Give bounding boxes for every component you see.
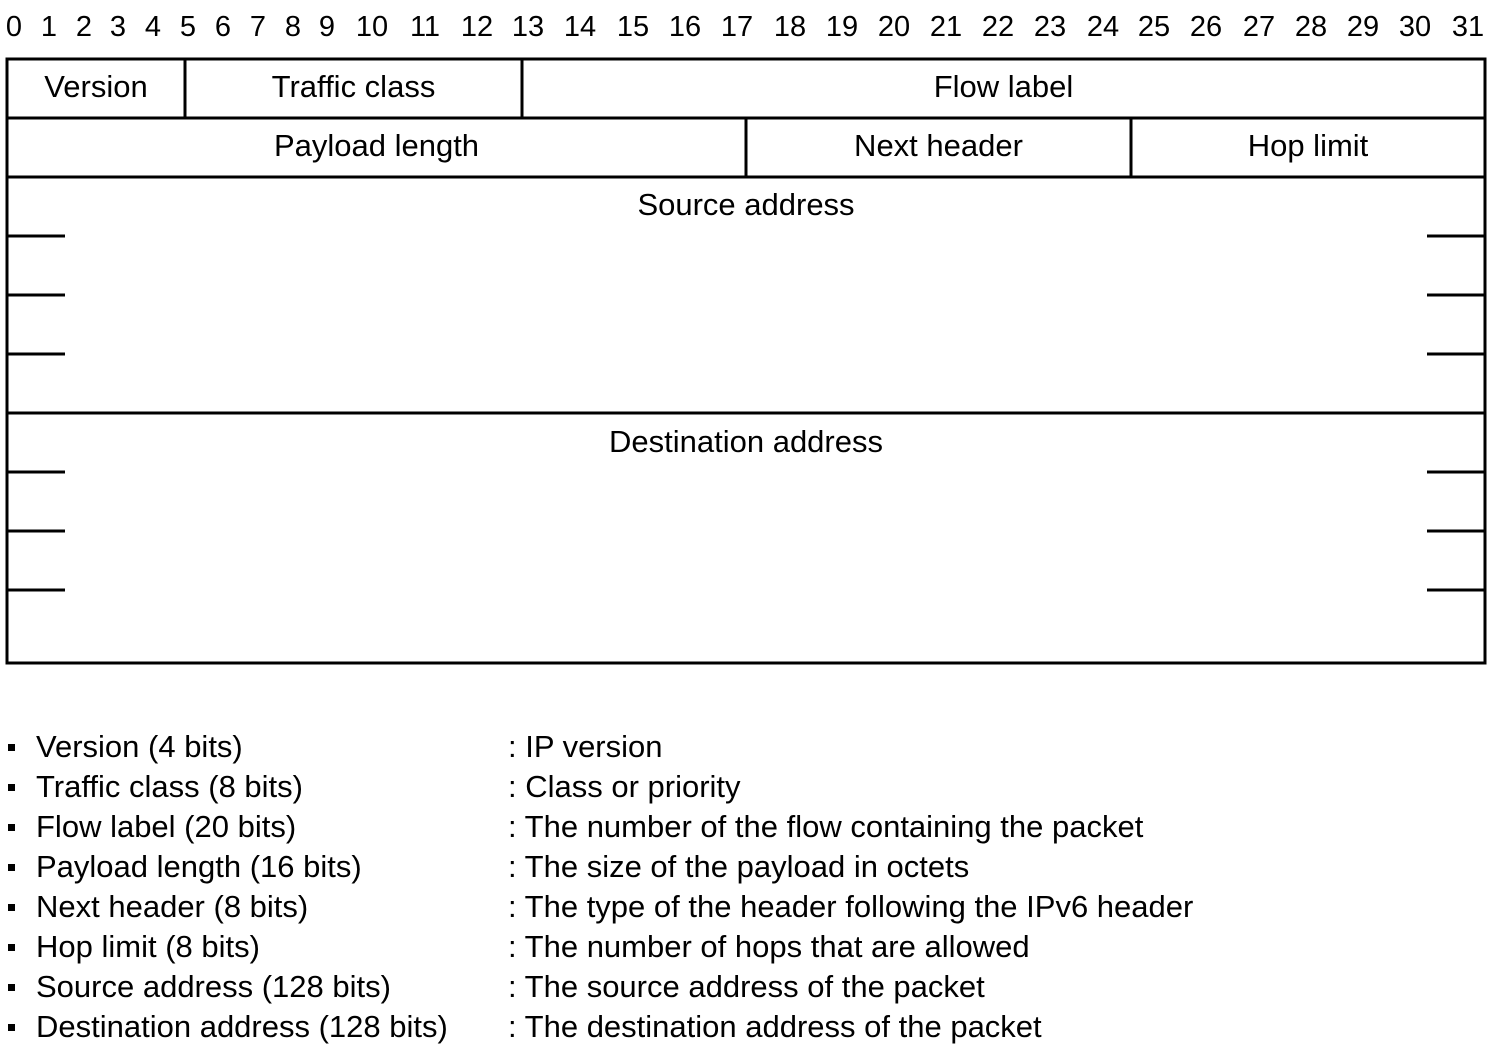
bullet-icon (8, 824, 15, 831)
field-source-address: Source address (637, 187, 855, 222)
legend-description: : The source address of the packet (508, 969, 985, 1004)
legend-description: : The number of hops that are allowed (508, 929, 1030, 964)
legend-term: Version (4 bits) (36, 729, 243, 764)
bit-number: 3 (109, 11, 127, 43)
bit-number: 29 (1346, 11, 1380, 43)
bullet-icon (8, 984, 15, 991)
bullet-icon (8, 784, 15, 791)
bit-number: 13 (511, 11, 545, 43)
field-version: Version (44, 69, 148, 104)
legend-description: : The type of the header following the IPv6 header (508, 889, 1194, 924)
bit-number: 18 (773, 11, 807, 43)
bit-number: 31 (1451, 11, 1485, 43)
bit-number: 11 (409, 11, 441, 43)
bit-number: 19 (825, 11, 859, 43)
legend-term: Traffic class (8 bits) (36, 769, 303, 804)
legend-description: : The destination address of the packet (508, 1009, 1042, 1044)
legend-item (0, 807, 1491, 847)
legend-description: : IP version (508, 729, 663, 764)
legend-term: Hop limit (8 bits) (36, 929, 260, 964)
bit-number: 22 (981, 11, 1015, 43)
bit-number: 27 (1242, 11, 1276, 43)
legend-term: Source address (128 bits) (36, 969, 391, 1004)
bit-number: 21 (929, 11, 963, 43)
legend-item (0, 967, 1491, 1007)
bit-number: 7 (249, 11, 267, 43)
bit-number: 9 (318, 11, 336, 43)
bullet-icon (8, 944, 15, 951)
bit-number: 8 (284, 11, 302, 43)
bit-number: 25 (1137, 11, 1171, 43)
bullet-icon (8, 744, 15, 751)
bit-number: 4 (144, 11, 162, 43)
legend-item (0, 927, 1491, 967)
field-flow-label: Flow label (933, 69, 1074, 104)
legend-term: Destination address (128 bits) (36, 1009, 448, 1044)
bullet-icon (8, 904, 15, 911)
bit-number: 17 (720, 11, 754, 43)
field-payload-length: Payload length (273, 128, 480, 163)
field-hop-limit: Hop limit (1247, 128, 1369, 163)
bit-number: 14 (563, 11, 597, 43)
legend-description: : The size of the payload in octets (508, 849, 970, 884)
field-traffic-class: Traffic class (271, 69, 436, 104)
bit-number: 10 (355, 11, 389, 43)
bit-number: 23 (1033, 11, 1067, 43)
legend-description: : The number of the flow containing the packet (508, 809, 1144, 844)
legend-item (0, 1007, 1491, 1047)
bullet-icon (8, 1024, 15, 1031)
legend-term: Payload length (16 bits) (36, 849, 362, 884)
bit-number: 24 (1086, 11, 1120, 43)
bit-number: 0 (5, 11, 23, 43)
legend-term: Flow label (20 bits) (36, 809, 297, 844)
legend-description: : Class or priority (508, 769, 741, 804)
legend-term: Next header (8 bits) (36, 889, 309, 924)
legend-item (0, 727, 1491, 767)
bit-number: 6 (214, 11, 232, 43)
field-next-header: Next header (854, 128, 1023, 163)
bit-number: 26 (1189, 11, 1223, 43)
legend-item (0, 887, 1491, 927)
bullet-icon (8, 864, 15, 871)
bit-number: 2 (75, 11, 93, 43)
bit-number: 12 (460, 11, 494, 43)
legend-item (0, 847, 1491, 887)
bit-number: 16 (668, 11, 702, 43)
bit-number: 30 (1398, 11, 1432, 43)
bit-number: 1 (40, 11, 58, 43)
bit-number: 5 (179, 11, 197, 43)
field-destination-address: Destination address (609, 424, 883, 459)
bit-number: 15 (616, 11, 650, 43)
legend-item (0, 767, 1491, 807)
bit-number: 28 (1294, 11, 1328, 43)
bit-number: 20 (877, 11, 911, 43)
